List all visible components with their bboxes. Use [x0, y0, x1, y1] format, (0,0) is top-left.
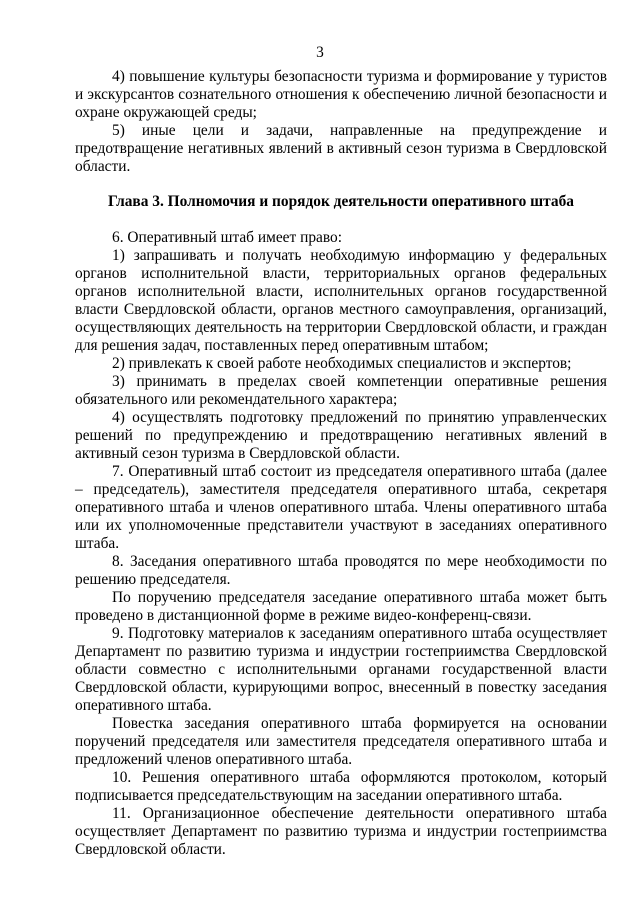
paragraph-item-4-culture: 4) повышение культуры безопасности туризма и формирование у туристов и экскурсантов сознательного отношения к обеспечению личной безопасности и охране окружающей среды; [75, 68, 607, 121]
paragraph-clause-11: 11. Организационное обеспечение деятельности оперативного штаба осуществляет Департамент по развитию туризма и индустрии гостеприимства Свердловской области. [75, 805, 607, 858]
paragraph-clause-6-item-3: 3) принимать в пределах своей компетенции оперативные решения обязательного или рекомендательного характера; [75, 373, 607, 408]
paragraph-clause-6-item-2: 2) привлекать к своей работе необходимых специалистов и экспертов; [112, 355, 572, 372]
paragraph-clause-8: 8. Заседания оперативного штаба проводятся по мере необходимости по решению председателя. [75, 553, 607, 588]
page-number: 3 [316, 44, 324, 61]
paragraph-clause-6-item-1: 1) запрашивать и получать необходимую информацию у федеральных органов исполнительной власти, территориальных органов федеральных органов исполнительной власти, исполнительных органов государственной власти Свердловской области, органов местного самоуправления, организаций, осуществляющих деятельность на территории Свердловской области, и граждан для решения задач, поставленных перед оперативным штабом; [75, 247, 607, 354]
paragraph-clause-7: 7. Оперативный штаб состоит из председателя оперативного штаба (далее – председатель), заместителя председателя оперативного штаба, секретаря оперативного штаба и членов оперативного штаба. Члены оперативного штаба или их уполномоченные представители участвуют в заседаниях оперативного штаба. [75, 463, 607, 552]
chapter-heading: Глава 3. Полномочия и порядок деятельности оперативного штаба [108, 193, 574, 210]
paragraph-item-5-other-goals: 5) иные цели и задачи, направленные на предупреждение и предотвращение негативных явлений в активный сезон туризма в Свердловской области. [75, 122, 607, 175]
paragraph-clause-9: 9. Подготовку материалов к заседаниям оперативного штаба осуществляет Департамент по развитию туризма и индустрии гостеприимства Свердловской области совместно с исполнительными органами государственной власти Свердловской области, курирующими вопрос, внесенный в повестку заседания оперативного штаба. [75, 625, 607, 714]
paragraph-clause-6: 6. Оперативный штаб имеет право: [112, 229, 342, 246]
paragraph-clause-9-agenda: Повестка заседания оперативного штаба формируется на основании поручений председателя или заместителя председателя оперативного штаба и предложений членов оперативного штаба. [75, 715, 607, 768]
paragraph-clause-6-item-4: 4) осуществлять подготовку предложений по принятию управленческих решений по предупреждению и предотвращению негативных явлений в активный сезон туризма в Свердловской области. [75, 409, 607, 462]
paragraph-clause-10: 10. Решения оперативного штаба оформляются протоколом, который подписывается председательствующим на заседании оперативного штаба. [75, 769, 607, 804]
paragraph-clause-8-remote: По поручению председателя заседание оперативного штаба может быть проведено в дистанционной форме в режиме видео-конференц-связи. [75, 589, 607, 624]
document-body [75, 68, 607, 859]
